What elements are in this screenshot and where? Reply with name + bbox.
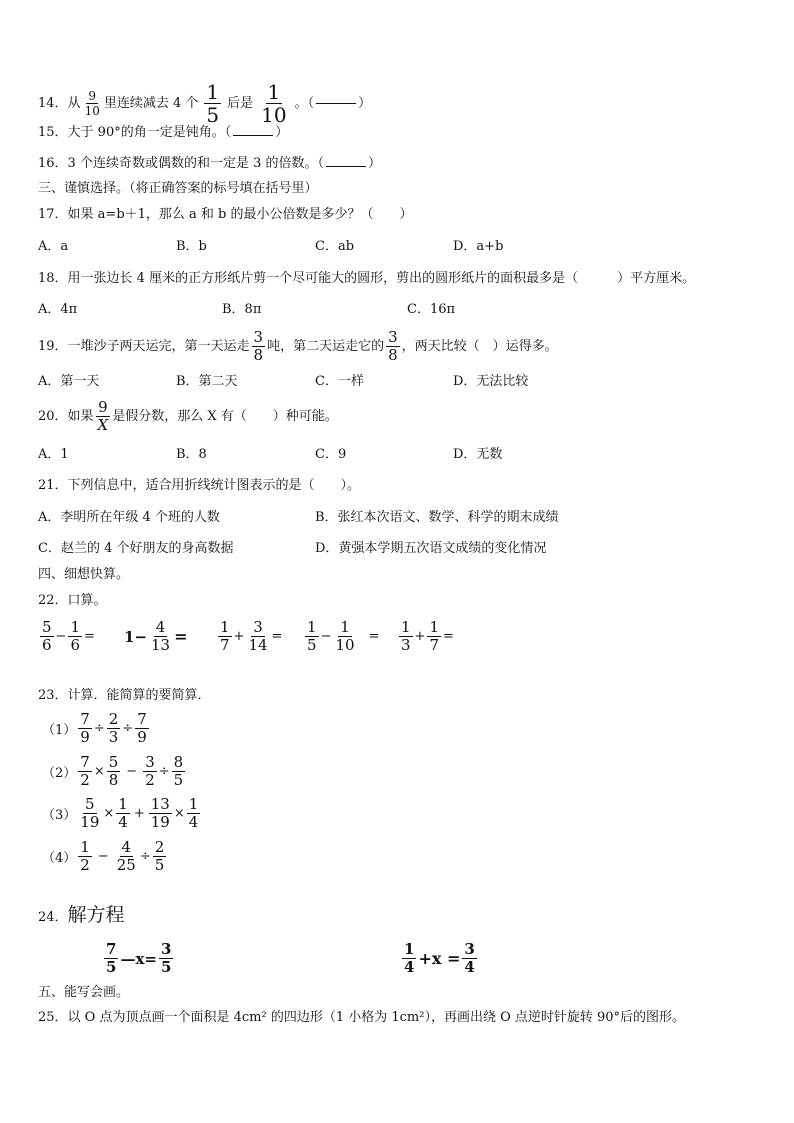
question-17-stem: 17．如果 a=b＋1，那么 a 和 b 的最小公倍数是多少？（ ） [38, 207, 413, 222]
q17-option-c[interactable]: C．ab [315, 239, 355, 254]
q24-equation-2: 1 4 +x = $\frac{3}{4}$ [404, 940, 475, 976]
q19-option-a[interactable]: A．第一天 [38, 374, 100, 389]
question-23-label: 23．计算．能简算的要简算． [38, 688, 211, 703]
answer-blank-15[interactable] [233, 135, 273, 136]
answer-blank-14[interactable] [316, 103, 356, 104]
q17-option-d[interactable]: D．a+b [453, 239, 504, 254]
fraction-3-8-b: 3 8 [388, 328, 398, 364]
q23-part-3: （3） $\frac{5}{19}$ × $\frac{1}{4}$ + $\frac{13}{19}$ × $\frac{1}{4}$ [42, 795, 199, 831]
q17-option-a[interactable]: A．a [38, 239, 69, 254]
q20-option-d[interactable]: D．无数 [453, 447, 503, 462]
q15-end: ） [275, 125, 289, 140]
question-21-stem: 21．下列信息中，适合用折线统计图表示的是（ ）。 [38, 478, 361, 493]
q19-text-1: 19．一堆沙子两天运完，第一天运走 [38, 338, 250, 354]
q24-title: 解方程 [67, 904, 125, 926]
fraction-1-10: 1 10 [261, 80, 287, 127]
q14-text-3: 后是 [227, 95, 254, 111]
q16-end: ） [367, 156, 381, 171]
question-15 [38, 124, 288, 142]
question-18-stem: 18．用一张边长 4 厘米的正方形纸片剪一个尽可能大的圆形，剪出的圆形纸片的面积最多是（ ）平方厘米。 [38, 271, 696, 286]
q24-number: 24． [38, 910, 68, 925]
q23-part-1: （1） $\frac{7}{9}$ ÷ $\frac{2}{3}$ ÷ $\frac{7}{9}$ [42, 710, 147, 746]
q20-option-c[interactable]: C．9 [315, 447, 347, 462]
q22-expr-2: 1− $\frac{4}{13}$ = [124, 618, 188, 654]
q20-text-2: 是假分数，那么 X 有（ ）种可能。 [112, 408, 338, 424]
fraction-9-x: 9 X [97, 398, 109, 434]
section-4-heading: 四、细想快算。 [38, 567, 130, 582]
fraction-1-5: 1 5 [206, 80, 220, 127]
section-5-heading: 五、能写会画。 [38, 985, 130, 1000]
q23-part-2: （2） $\frac{7}{2}$ × $\frac{5}{8}$ − $\frac{3}{2}$ ÷ $\frac{8}{5}$ [42, 753, 184, 789]
q14-text-5: ） [358, 95, 372, 111]
q14-text-4: 。（ [294, 95, 315, 111]
q19-option-c[interactable]: C．一样 [315, 374, 364, 389]
q17-option-b[interactable]: B．b [176, 239, 207, 254]
q21-option-b[interactable]: B．张红本次语文、数学、科学的期末成绩 [315, 510, 559, 525]
q14-number: 14． [38, 95, 68, 111]
question-20-stem [38, 400, 338, 433]
question-22-label: 22．口算。 [38, 593, 107, 608]
q14-text-2: 里连续减去 4 个 [103, 95, 199, 111]
fraction-9-10: 9 10 [84, 89, 100, 118]
q22-expr-4: 1 5 − $\frac{1}{10}$ = [307, 618, 380, 654]
q19-text-3: ，两天比较（ ）运得多。 [401, 338, 558, 354]
q22-expr-1: 5 6 − $\frac{1}{6}$ = [42, 618, 95, 654]
q15-text: 15．大于 90°的角一定是钝角。（ [38, 125, 232, 140]
q22-expr-5: 1 3 + $\frac{1}{7}$ = [401, 618, 454, 654]
question-24-heading [38, 906, 125, 927]
q20-text-1: 20．如果 [38, 408, 94, 424]
q19-option-d[interactable]: D．无法比较 [453, 374, 529, 389]
question-25: 25．以 O 点为顶点画一个面积是 4cm² 的四边形（1 小格为 1cm²），再画出绕 O 点逆时针旋转 90°后的图形。 [38, 1010, 686, 1025]
section-3-heading: 三、谨慎选择。（将正确答案的标号填在括号里） [38, 181, 318, 196]
q19-text-2: 吨，第二天运走它的 [267, 338, 385, 354]
q18-option-c[interactable]: C．16π [407, 302, 456, 317]
fraction-3-8: 3 8 [253, 328, 264, 364]
q21-option-c[interactable]: C．赵兰的 4 个好朋友的身高数据 [38, 541, 234, 556]
q20-option-a[interactable]: A．1 [38, 447, 69, 462]
q22-expr-3: 1 7 + $\frac{3}{14}$ = [220, 618, 283, 654]
question-16 [38, 155, 381, 173]
q21-option-d[interactable]: D．黄强本学期五次语文成绩的变化情况 [315, 541, 547, 556]
q16-text: 16．3 个连续奇数或偶数的和一定是 3 的倍数。（ [38, 156, 324, 171]
answer-blank-16[interactable] [326, 166, 366, 167]
q18-option-b[interactable]: B．8π [222, 302, 262, 317]
q20-option-b[interactable]: B．8 [176, 447, 207, 462]
question-14 [38, 82, 371, 125]
q18-option-a[interactable]: A．4π [38, 302, 78, 317]
q23-part-4: （4） 1 2 − $\frac{4}{25}$ ÷ $\frac{2}{5}$ [42, 838, 165, 874]
q19-option-b[interactable]: B．第二天 [176, 374, 238, 389]
q14-text-1: 从 [67, 95, 81, 111]
q21-option-a[interactable]: A．李明所在年级 4 个班的人数 [38, 510, 220, 525]
question-19-stem [38, 330, 558, 363]
q24-equation-1: 7 5 —x= $\frac{3}{5}$ [106, 940, 172, 976]
